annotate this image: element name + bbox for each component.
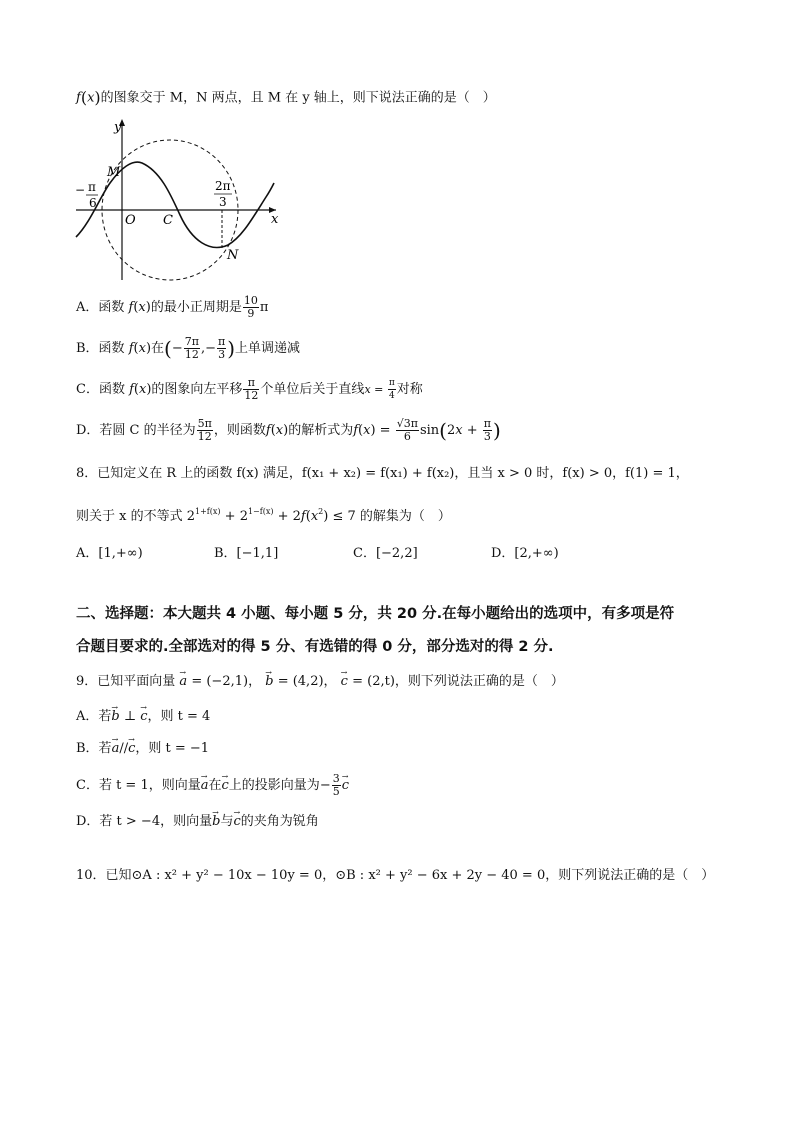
q9-option-d[interactable]: D．若 t > −4，则向量→ b与→ c的夹角为锐角 (76, 812, 319, 832)
q8-option-b[interactable]: B．[−1,1] (214, 546, 279, 561)
q9-option-b[interactable]: B．若→ a//→ c，则 t = −1 (76, 739, 209, 759)
pi-num: π (88, 180, 96, 194)
section-2-heading-line1: 二、选择题：本大题共 4 小题、每小题 5 分，共 20 分.在每小题给出的选项中，有多项是符 (76, 606, 675, 622)
y-label: y (114, 120, 122, 135)
six-den: 6 (89, 196, 97, 210)
q9-option-c[interactable]: C．若 t = 1，则向量→ a在→ c上的投影向量为− $\frac{3}{5}$ → c (76, 773, 349, 798)
three-den: 3 (219, 195, 227, 209)
q9-stem: 9．已知平面向量 → a = (−2,1)， → b = (4,2)， → c = (2,t)，则下列说法正确的是（ ） (76, 672, 564, 692)
q7-option-a[interactable]: A．函数 f(x)的最小正周期是 $\frac{10}{9}$ π (76, 294, 269, 320)
section-2-heading-line2: 合题目要求的.全部选对的得 5 分、有选错的得 0 分，部分选对的得 2 分. (76, 639, 554, 655)
point-m-label: M (107, 165, 121, 180)
q10-stem: 10．已知⊙A : x² + y² − 10x − 10y = 0，⊙B : x² + y² − 6x + 2y − 40 = 0，则下列说法正确的是（ ） (76, 868, 715, 883)
q7-option-d[interactable]: D．若圆 C 的半径为 $\frac{5\pi}{12}$ ，则函数f(x)的解析式为f(x) = $\frac{√3\pi}{6}$ sin(2x + $\frac{\pi}{3}$ ) (76, 417, 501, 443)
q8-option-d[interactable]: D．[2,+∞) (491, 546, 559, 561)
q7-option-c[interactable]: C．函数 f(x)的图象向左平移 $\frac{\pi}{12}$ 个单位后关于直线x = $\frac{\pi}{4}$ 对称 (76, 376, 423, 402)
q8-option-a[interactable]: A．[1,+∞) (76, 546, 143, 561)
q7-intro: f(x)的图象交于 M，N 两点，且 M 在 y 轴上，则下说法正确的是（ ） (76, 88, 496, 107)
x-label: x (271, 212, 279, 227)
q9-option-a[interactable]: A．若→ b ⊥ → c，则 t = 4 (76, 707, 210, 727)
q8-stem-line2: 则关于 x 的不等式 $2^{1+f(x)} + 2^{1-f(x)} + 2f(x^2) \le 7$ 的解集为（ ） (76, 507, 451, 524)
q8-stem-line1: 8．已知定义在 R 上的函数 f(x) 满足，f(x₁ + x₂) = f(x₁) + f(x₂)，且当 x > 0 时，f(x) > 0，f(1) = 1， (76, 466, 689, 481)
twopi-num: 2π (215, 179, 231, 193)
neg-sign: − (75, 183, 86, 197)
origin-label: O (125, 213, 136, 228)
q8-option-c[interactable]: C．[−2,2] (353, 546, 418, 561)
sine-curve (76, 162, 274, 247)
point-c-label: C (163, 213, 173, 228)
point-n-label: N (227, 248, 239, 263)
q7-option-b[interactable]: B．函数 f(x)在(− $\frac{7\pi}{12}$ ,− $\frac{\pi}{3}$ )上单调递减 (76, 335, 301, 361)
q7-figure (70, 113, 285, 283)
